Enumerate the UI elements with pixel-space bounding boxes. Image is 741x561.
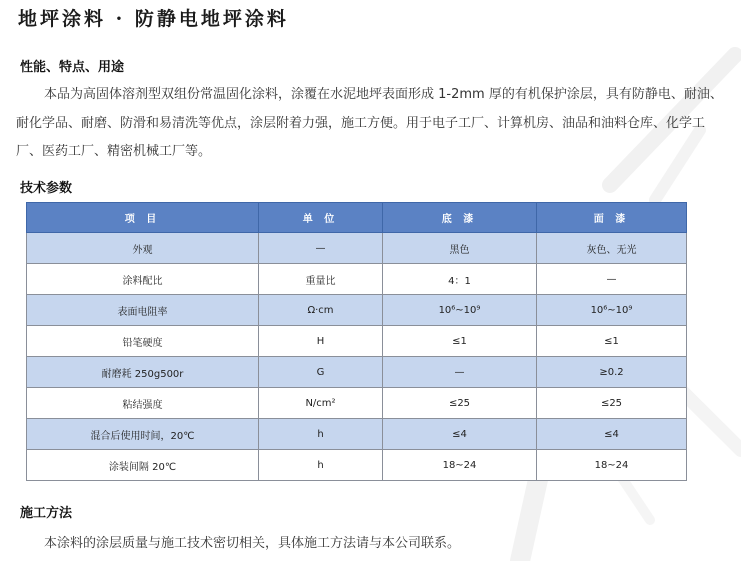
page-title: 地坪涂料 · 防静电地坪涂料 — [18, 8, 289, 30]
cell-topcoat: 18~24 — [537, 450, 687, 481]
table-header-row — [27, 203, 687, 233]
cell-primer: ≤25 — [383, 388, 537, 419]
cell-item: 涂装间隔 20℃ — [27, 450, 259, 481]
cell-topcoat: 10⁶~10⁹ — [537, 295, 687, 326]
cell-item: 铅笔硬度 — [27, 326, 259, 357]
section-heading-specs: 技术参数 — [20, 181, 73, 196]
cell-unit: h — [259, 450, 383, 481]
cell-item: 粘结强度 — [27, 388, 259, 419]
cell-primer: 4：1 — [383, 264, 537, 295]
cell-topcoat: — — [537, 264, 687, 295]
cell-primer: ≤4 — [383, 419, 537, 450]
properties-line: 耐油、耐化学品、耐磨、防滑和易清洗等优点，涂层附着力强，施工方便。用于电子工厂、计算机房、油品和油料仓 — [16, 87, 723, 131]
properties-line: 本品为高固体溶剂型双组份常温固化涂料，涂覆在水泥地坪表面形成 1-2mm 厚的有机保护涂层，具有防静电、 — [44, 87, 684, 102]
header-primer: 底 漆 — [383, 203, 537, 233]
cell-unit: h — [259, 419, 383, 450]
cell-topcoat: ≤1 — [537, 326, 687, 357]
table-row — [27, 357, 687, 388]
properties-paragraph — [16, 81, 728, 167]
cell-unit: — — [259, 233, 383, 264]
cell-unit: 重量比 — [259, 264, 383, 295]
table-row — [27, 264, 687, 295]
cell-unit: H — [259, 326, 383, 357]
cell-unit: N/cm² — [259, 388, 383, 419]
cell-topcoat: ≤25 — [537, 388, 687, 419]
cell-primer: — — [383, 357, 537, 388]
cell-topcoat: ≥0.2 — [537, 357, 687, 388]
header-item: 项 目 — [27, 203, 259, 233]
table-row — [27, 233, 687, 264]
cell-topcoat: ≤4 — [537, 419, 687, 450]
cell-item: 表面电阻率 — [27, 295, 259, 326]
cell-item: 涂料配比 — [27, 264, 259, 295]
cell-primer: ≤1 — [383, 326, 537, 357]
cell-unit: Ω·cm — [259, 295, 383, 326]
cell-primer: 黑色 — [383, 233, 537, 264]
properties-line: 库、化学工厂、医药工厂、精密机械工厂等。 — [16, 115, 706, 159]
section-heading-properties: 性能、特点、用途 — [20, 60, 125, 75]
cell-topcoat: 灰色、无光 — [537, 233, 687, 264]
cell-item: 耐磨耗 250g500r — [27, 357, 259, 388]
cell-unit: G — [259, 357, 383, 388]
cell-primer: 10⁶~10⁹ — [383, 295, 537, 326]
table-row — [27, 450, 687, 481]
cell-primer: 18~24 — [383, 450, 537, 481]
cell-item: 混合后使用时间，20℃ — [27, 419, 259, 450]
table-row — [27, 326, 687, 357]
spec-table — [26, 202, 687, 481]
header-unit: 单 位 — [259, 203, 383, 233]
cell-item: 外观 — [27, 233, 259, 264]
table-row — [27, 295, 687, 326]
method-paragraph: 本涂料的涂层质量与施工技术密切相关，具体施工方法请与本公司联系。 — [44, 536, 461, 551]
table-row — [27, 388, 687, 419]
header-topcoat: 面 漆 — [537, 203, 687, 233]
section-heading-method: 施工方法 — [20, 506, 73, 521]
table-row — [27, 419, 687, 450]
